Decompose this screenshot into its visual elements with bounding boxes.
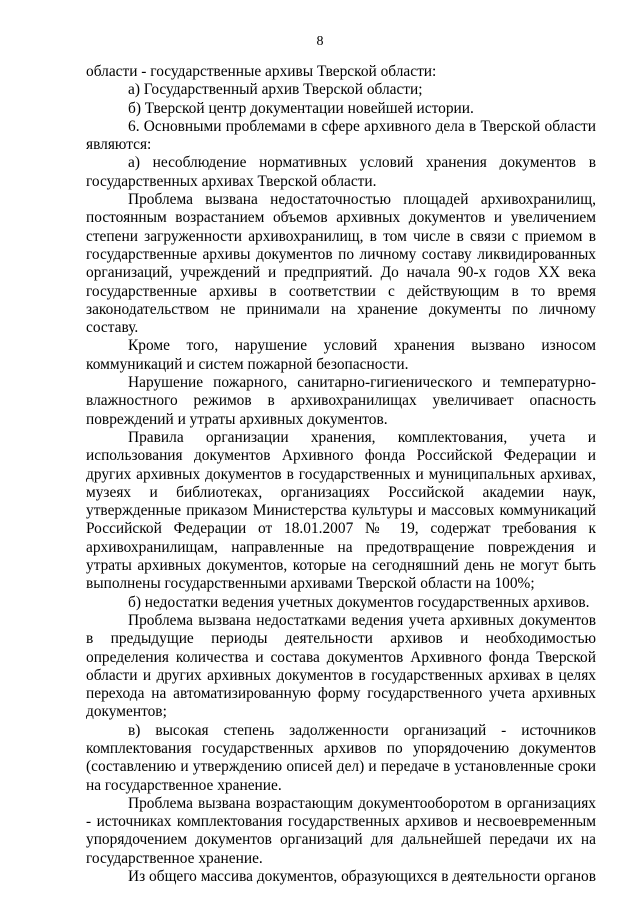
paragraph: а) Государственный архив Тверской области; [128, 81, 423, 99]
paragraph: Кроме того, нарушение условий хранения вызвано износом коммуникаций и систем пожарной безопасности. [86, 337, 596, 373]
paragraph: Проблема вызвана возрастающим документооборотом в организациях - источниках комплектования государственных архивов и несвоевременным упорядочением документов организаций для дальнейшей передачи их на государственное хранение. [86, 794, 596, 867]
body-text [86, 63, 596, 886]
page-number: 8 [316, 34, 324, 49]
paragraph: а) несоблюдение нормативных условий хранения документов в государственных архивах Тверской области. [86, 154, 596, 190]
paragraph: в) высокая степень задолженности организаций - источников комплектования государственных архивов по упорядочению документов (составлению и утверждению описей дел) и передаче в установленные сроки на государственное хранение. [86, 721, 596, 794]
paragraph: б) недостатки ведения учетных документов государственных архивов. [128, 593, 590, 611]
paragraph: Правила организации хранения, комплектования, учета и использования документов Архивного фонда Российской Федерации и других архивных документов в государственных и муниципальных архивах, музеях и библиотеках, организациях Российской академии наук, утвержденные приказом Министерства культуры и массовых коммуникаций Российской Федерации от 18.01.2007 № 19, содержат требования к архивохранилищам, направленные на предотвращение повреждения и утраты архивных документов, которые на сегодняшний день не могут быть выполнены государственными архивами Тверской области на 100%; [86, 428, 596, 593]
paragraph: Из общего массива документов, образующихся в деятельности органов [128, 868, 596, 886]
paragraph: б) Тверской центр документации новейшей истории. [128, 99, 474, 117]
paragraph: 6. Основными проблемами в сфере архивного дела в Тверской области являются: [86, 117, 596, 154]
paragraph: Нарушение пожарного, санитарно-гигиенического и температурно-влажностного режимов в архивохранилищах увеличивает опасность повреждений и утраты архивных документов. [86, 374, 596, 428]
paragraph: области - государственные архивы Тверской области: [86, 63, 437, 80]
paragraph: Проблема вызвана недостаточностью площадей архивохранилищ, постоянным возрастанием объемов архивных документов и увеличением степени загруженности архивохранилищ, в том числе в связи с приемом в государственные архивы документов по личному составу ликвидированных организаций, учреждений и предприятий. До начала 90-х годов XX века государственные архивы в соответствии с действующим в то время законодательством не принимали на хранение документы по личному составу. [86, 191, 596, 337]
paragraph: Проблема вызвана недостатками ведения учета архивных документов в предыдущие периоды деятельности архивов и необходимостью определения количества и состава документов Архивного фонда Тверской области и других архивных документов в государственных архивах в целях перехода на автоматизированную форму государственного учета архивных документов; [86, 611, 596, 721]
